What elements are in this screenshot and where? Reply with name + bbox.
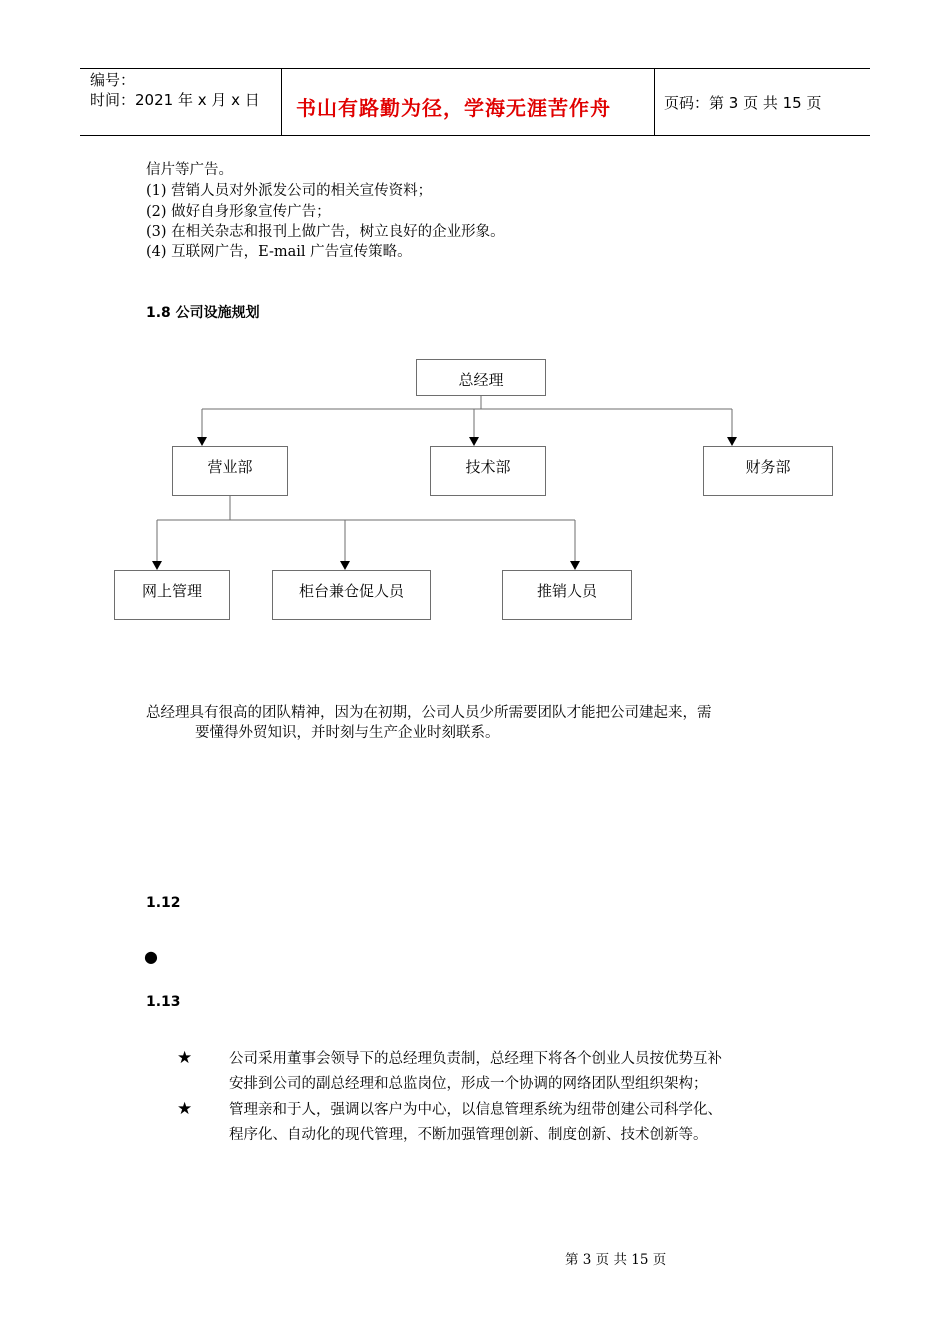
org-node-counter-staff — [272, 570, 431, 620]
org-node-label: 柜台兼仓促人员 — [298, 582, 404, 600]
org-node-label: 网上管理 — [141, 582, 202, 600]
star-item-line: 管理亲和于人，强调以客户为中心，以信息管理系统为纽带创建公司科学化、 — [229, 1102, 722, 1118]
org-node-tech-dept — [430, 446, 546, 496]
section-heading-1-13: 1.13 — [146, 994, 181, 1010]
org-node-label: 营业部 — [207, 458, 253, 476]
org-node-sales-staff — [502, 570, 632, 620]
org-node-general-manager — [416, 359, 546, 396]
arrow-head — [469, 437, 479, 446]
org-node-finance-dept — [703, 446, 833, 496]
doc-time-label: 时间：2021 年 x 月 x 日 — [90, 91, 260, 109]
header-motto: 书山有路勤为径，学海无涯苦作舟 — [296, 96, 611, 120]
intro-line: (4) 互联网广告，E-mail 广告宣传策略。 — [146, 244, 412, 260]
star-item-line: 安排到公司的副总经理和总监岗位，形成一个协调的网络团队型组织架构； — [229, 1076, 708, 1092]
arrow-head — [152, 561, 162, 570]
header-page-info: 页码：第 3 页 共 15 页 — [664, 94, 822, 112]
intro-line: 信片等广告。 — [146, 162, 233, 178]
org-node-label: 总经理 — [458, 371, 504, 389]
org-node-label: 推销人员 — [536, 582, 597, 600]
section-heading-1-8: 1.8 公司设施规划 — [146, 305, 260, 321]
arrow-head — [340, 561, 350, 570]
star-item-line: 公司采用董事会领导下的总经理负责制，总经理下将各个创业人员按优势互补 — [229, 1051, 722, 1067]
description-line: 要懂得外贸知识，并时刻与生产企业时刻联系。 — [195, 725, 500, 741]
star-item-line: 程序化、自动化的现代管理，不断加强管理创新、制度创新、技术创新等。 — [229, 1127, 708, 1143]
intro-line: (1) 营销人员对外派发公司的相关宣传资料； — [146, 183, 433, 199]
doc-number-label: 编号： — [90, 71, 136, 89]
section-heading-1-12: 1.12 — [146, 895, 181, 911]
intro-line: (3) 在相关杂志和报刊上做广告，树立良好的企业形象。 — [146, 224, 505, 240]
intro-line: (2) 做好自身形象宣传广告； — [146, 204, 331, 220]
star-icon: ★ — [177, 1099, 193, 1119]
org-node-sales-dept — [172, 446, 288, 496]
arrow-head — [727, 437, 737, 446]
arrow-head — [197, 437, 207, 446]
star-icon: ★ — [177, 1048, 193, 1068]
org-node-label: 财务部 — [745, 458, 791, 476]
bullet-dot: ● — [144, 947, 158, 966]
org-node-label: 技术部 — [465, 458, 511, 476]
page-footer: 第 3 页 共 15 页 — [565, 1252, 667, 1268]
org-node-online-management — [114, 570, 230, 620]
arrow-head — [570, 561, 580, 570]
description-line: 总经理具有很高的团队精神，因为在初期，公司人员少所需要团队才能把公司建起来，需 — [146, 705, 712, 721]
